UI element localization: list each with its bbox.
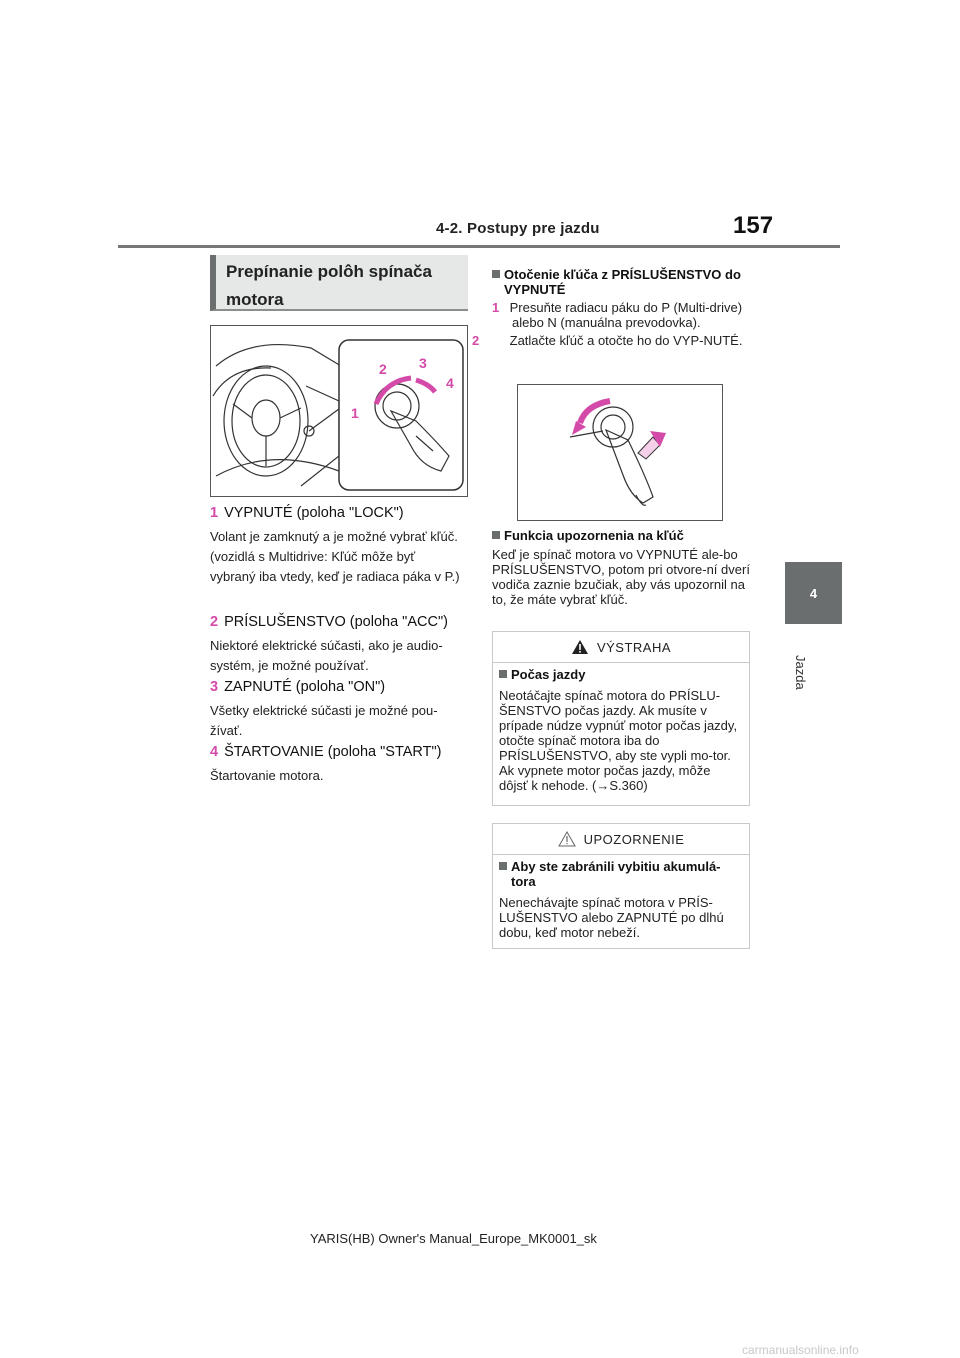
- position-2: [210, 614, 472, 676]
- key-turn-illustration: [518, 385, 722, 520]
- figure-label-2: 2: [379, 361, 387, 377]
- key-reminder-text: Keď je spínač motora vo VYPNUTÉ ale-bo PRÍSLUŠENSTVO, potom pri otvore-ní dverí vodiča zaznie bzučiak, aby vás upozornil na to, že máte vybrať kľúč.: [492, 547, 750, 607]
- chapter-label: Jazda: [793, 655, 808, 690]
- step-text: Presuňte radiacu páku do P (Multi-drive) alebo N (manuálna prevodovka).: [509, 300, 743, 330]
- chapter-tab: [785, 562, 842, 624]
- figure-label-1: 1: [351, 405, 359, 421]
- step-text: Zatlačte kľúč a otočte ho do VYP-NUTÉ.: [509, 333, 743, 348]
- key-reminder-section: [492, 528, 750, 607]
- position-number: 4: [210, 744, 219, 760]
- page-number: 157: [733, 212, 774, 239]
- bullet-square-icon: [499, 862, 507, 870]
- position-1: [210, 505, 472, 587]
- warning-triangle-icon: [571, 639, 589, 655]
- position-title: ZAPNUTÉ (poloha "ON"): [224, 679, 386, 695]
- figure-label-3: 3: [419, 355, 427, 371]
- position-number: 2: [210, 614, 219, 630]
- position-3: [210, 679, 472, 741]
- notice-box: [492, 823, 750, 949]
- position-title: PRÍSLUŠENSTVO (poloha "ACC"): [224, 614, 448, 630]
- bullet-square-icon: [499, 670, 507, 678]
- position-title: ŠTARTOVANIE (poloha "START"): [224, 744, 442, 760]
- warning-text: Neotáčajte spínač motora do PRÍSLU-ŠENSTVO počas jazdy. Ak musíte v prípade núdze vypnúť motor počas jazdy, otočte spínač motora iba do PRÍSLUŠENSTVO, aby ste vypli mo-tor. Ak vypnete motor počas jazdy, môže dôjsť k nehode. (→S.360): [499, 688, 738, 793]
- bullet-square-icon: [492, 531, 500, 539]
- steering-ignition-illustration: [211, 326, 467, 496]
- bullet-square-icon: [492, 270, 500, 278]
- turn-off-section: [472, 267, 750, 348]
- position-number: 1: [210, 505, 219, 521]
- position-text: Niektoré elektrické súčasti, ako je audio-systém, je možné používať.: [210, 638, 443, 673]
- notice-title: UPOZORNENIE: [583, 831, 685, 847]
- chapter-label-wrap: [780, 655, 840, 715]
- chapter-number: 4: [809, 585, 818, 601]
- warning-title: VÝSTRAHA: [596, 639, 672, 655]
- notice-text: Nenechávajte spínač motora v PRÍS-LUŠENSTVO alebo ZAPNUTÉ po dlhú dobu, keď motor nebeží.: [499, 895, 724, 940]
- position-title: VYPNUTÉ (poloha "LOCK"): [224, 505, 404, 521]
- step-number: 2: [472, 333, 480, 348]
- step-number: 1: [492, 300, 500, 315]
- warning-heading: Počas jazdy: [511, 667, 586, 682]
- ignition-figure: [210, 325, 468, 497]
- section-title-box: [210, 255, 468, 311]
- position-number: 3: [210, 679, 219, 695]
- position-text: Štartovanie motora.: [210, 768, 324, 783]
- key-turn-figure: [517, 384, 723, 521]
- position-4: [210, 744, 472, 786]
- section-title: Prepínanie polôh spínača motora: [226, 262, 432, 309]
- notice-heading: Aby ste zabránili vybitiu akumulá-tora: [511, 859, 721, 889]
- section-heading: 4-2. Postupy pre jazdu: [436, 220, 600, 237]
- turn-off-heading: Otočenie kľúča z PRÍSLUŠENSTVO do VYPNUTÉ: [504, 267, 741, 297]
- caution-triangle-icon: [558, 831, 576, 847]
- position-text: Volant je zamknutý a je možné vybrať kľúč. (vozidlá s Multidrive: Kľúč môže byť vybraný iba vtedy, keď je radiaca páka v P.): [210, 529, 460, 584]
- watermark[interactable]: carmanualsonline.info: [742, 1343, 859, 1357]
- figure-label-4: 4: [446, 375, 454, 391]
- key-reminder-heading: Funkcia upozornenia na kľúč: [504, 528, 684, 543]
- warning-box: [492, 631, 750, 806]
- header-rule: [118, 245, 840, 248]
- footer-manual-id: YARIS(HB) Owner's Manual_Europe_MK0001_sk: [310, 1231, 597, 1246]
- position-text: Všetky elektrické súčasti je možné pou-žívať.: [210, 703, 438, 738]
